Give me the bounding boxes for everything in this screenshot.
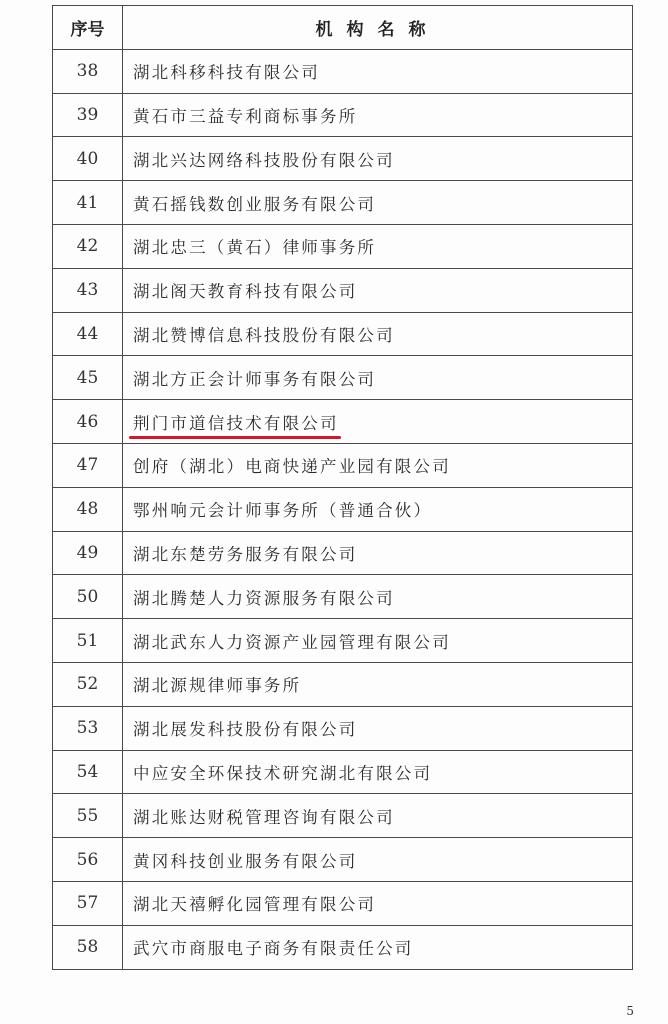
institution-name: 湖北天禧孵化园管理有限公司 [133, 895, 377, 915]
table-row [53, 443, 633, 487]
institution-name: 湖北科移科技有限公司 [133, 63, 320, 83]
table-body [53, 49, 633, 969]
table-row [53, 312, 633, 356]
institution-name: 湖北忠三（黄石）律师事务所 [133, 238, 377, 258]
table-row [53, 137, 633, 181]
serial-number-cell: 52 [53, 662, 123, 706]
institution-name: 湖北武东人力资源产业园管理有限公司 [133, 632, 451, 652]
table-row [53, 531, 633, 575]
institution-name: 湖北腾楚人力资源服务有限公司 [133, 588, 395, 608]
header-serial-number: 序号 [53, 6, 123, 50]
institution-name-cell [123, 881, 633, 925]
institution-name-cell [123, 750, 633, 794]
serial-number-cell: 44 [53, 312, 123, 356]
serial-number-cell: 45 [53, 356, 123, 400]
serial-number-cell: 51 [53, 619, 123, 663]
serial-number-cell: 53 [53, 706, 123, 750]
institution-name: 湖北赞博信息科技股份有限公司 [133, 325, 395, 345]
serial-number-cell: 54 [53, 750, 123, 794]
institution-name-cell [123, 268, 633, 312]
serial-number-cell: 57 [53, 881, 123, 925]
table-row [53, 356, 633, 400]
institution-name-cell [123, 400, 633, 444]
table-row [53, 575, 633, 619]
institution-name-cell [123, 137, 633, 181]
institution-name: 荆门市道信技术有限公司 [133, 410, 339, 434]
institution-name-cell [123, 312, 633, 356]
institution-table [52, 5, 633, 970]
institution-name: 中应安全环保技术研究湖北有限公司 [133, 763, 433, 783]
institution-name: 湖北展发科技股份有限公司 [133, 720, 358, 740]
institution-name-cell [123, 356, 633, 400]
serial-number-cell: 39 [53, 93, 123, 137]
institution-name: 创府（湖北）电商快递产业园有限公司 [133, 457, 451, 477]
table-row [53, 93, 633, 137]
serial-number-cell: 47 [53, 443, 123, 487]
page-number: 5 [626, 1004, 634, 1018]
institution-name-cell [123, 662, 633, 706]
institution-name-cell [123, 443, 633, 487]
serial-number-cell: 41 [53, 181, 123, 225]
institution-name: 武穴市商服电子商务有限责任公司 [133, 939, 414, 959]
institution-name-cell [123, 49, 633, 93]
serial-number-cell: 38 [53, 49, 123, 93]
table-row [53, 750, 633, 794]
institution-name: 湖北方正会计师事务有限公司 [133, 369, 377, 389]
table-row [53, 619, 633, 663]
table-row [53, 662, 633, 706]
institution-name-cell [123, 575, 633, 619]
institution-name-cell [123, 925, 633, 969]
institution-name: 湖北源规律师事务所 [133, 676, 302, 696]
table-row [53, 881, 633, 925]
serial-number-cell: 42 [53, 224, 123, 268]
table-header-row [53, 6, 633, 50]
institution-name: 湖北兴达网络科技股份有限公司 [133, 150, 395, 170]
serial-number-cell: 49 [53, 531, 123, 575]
institution-name-cell [123, 794, 633, 838]
institution-name: 湖北东楚劳务服务有限公司 [133, 544, 358, 564]
table-row [53, 268, 633, 312]
institution-name-cell [123, 181, 633, 225]
serial-number-cell: 43 [53, 268, 123, 312]
serial-number-cell: 55 [53, 794, 123, 838]
table-row [53, 794, 633, 838]
institution-name: 湖北阁天教育科技有限公司 [133, 282, 358, 302]
institution-name: 黄石摇钱数创业服务有限公司 [133, 194, 377, 214]
institution-name: 黄冈科技创业服务有限公司 [133, 851, 358, 871]
table-row [53, 49, 633, 93]
serial-number-cell: 46 [53, 400, 123, 444]
institution-name-cell [123, 619, 633, 663]
serial-number-cell: 58 [53, 925, 123, 969]
institution-name: 鄂州响元会计师事务所（普通合伙） [133, 501, 433, 521]
institution-name-cell [123, 487, 633, 531]
table-row [53, 487, 633, 531]
institution-name: 湖北账达财税管理咨询有限公司 [133, 807, 395, 827]
table-row [53, 400, 633, 444]
institution-name-cell [123, 531, 633, 575]
table-row [53, 925, 633, 969]
table-row [53, 838, 633, 882]
institution-name-cell [123, 224, 633, 268]
serial-number-cell: 56 [53, 838, 123, 882]
serial-number-cell: 50 [53, 575, 123, 619]
institution-name-cell [123, 706, 633, 750]
institution-name-cell [123, 838, 633, 882]
header-institution-name: 机构名称 [123, 6, 633, 50]
table-row [53, 706, 633, 750]
institution-name-cell [123, 93, 633, 137]
serial-number-cell: 48 [53, 487, 123, 531]
institution-name: 黄石市三益专利商标事务所 [133, 106, 358, 126]
table-row [53, 224, 633, 268]
red-underline-annotation [129, 436, 341, 439]
table-row [53, 181, 633, 225]
serial-number-cell: 40 [53, 137, 123, 181]
